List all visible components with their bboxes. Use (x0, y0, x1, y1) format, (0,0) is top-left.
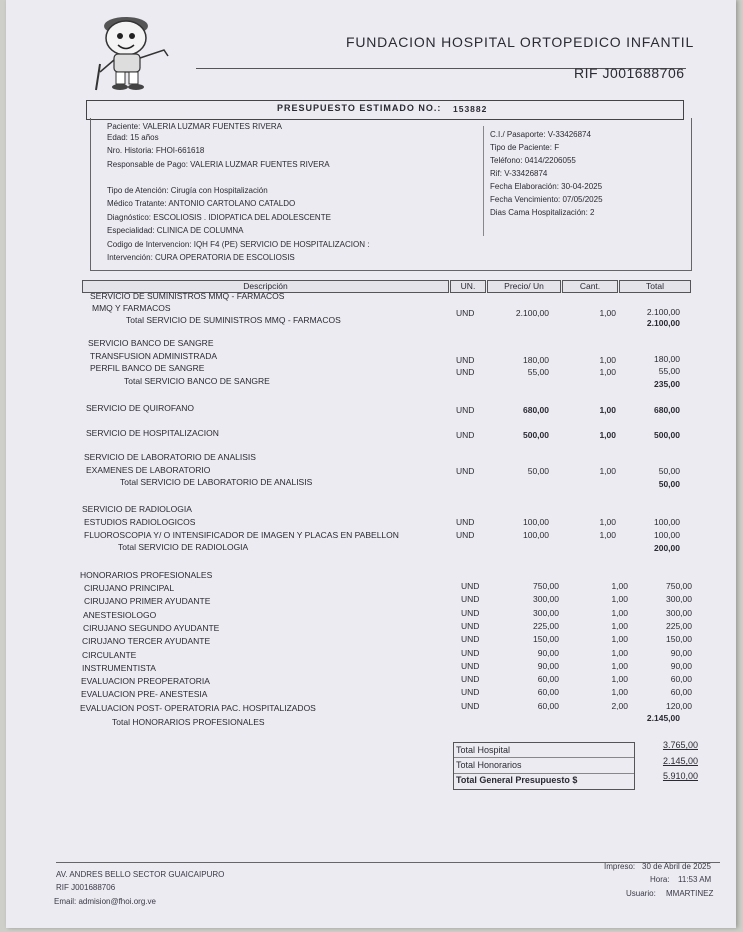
item-price: 60,00 (537, 701, 559, 711)
col-price: Precio/ Un (487, 280, 561, 293)
item-price: 180,00 (523, 355, 549, 365)
item-total: 500,00 (654, 430, 680, 440)
item-price: 60,00 (537, 674, 559, 684)
item-qty: 1,00 (599, 405, 616, 415)
item-price: 2.100,00 (515, 308, 549, 318)
item-description: PERFIL BANCO DE SANGRE (90, 363, 205, 373)
item-description: ANESTESIOLOGO (83, 610, 157, 620)
item-price: 300,00 (533, 594, 559, 604)
user-name: MMARTINEZ (666, 889, 714, 898)
item-price: 225,00 (533, 621, 559, 631)
item-description: FLUOROSCOPIA Y/ O INTENSIFICADOR DE IMAGEN Y PLACAS EN PABELLON (84, 530, 399, 540)
section-total: 2.145,00 (646, 713, 680, 723)
attention-type: Tipo de Atención: Cirugía con Hospitalización (107, 186, 268, 195)
patient-info-right-column (483, 126, 690, 236)
col-total: Total (619, 280, 691, 293)
item-qty: 1,00 (599, 367, 616, 377)
section-total: 50,00 (658, 479, 680, 489)
total-general-label: Total General Presupuesto $ (456, 775, 578, 785)
budget-title-box (86, 100, 684, 120)
item-price: 55,00 (527, 367, 549, 377)
print-time-label: Hora: (650, 875, 670, 884)
section-title: SERVICIO DE HOSPITALIZACION (86, 428, 219, 438)
total-honorarios-value: 2.145,00 (662, 756, 698, 766)
item-unit: UND (461, 581, 480, 591)
section-title: SERVICIO DE SUMINISTROS MMQ - FARMACOS (90, 291, 285, 301)
item-unit: UND (456, 430, 475, 440)
section-total-label: Total SERVICIO DE RADIOLOGIA (118, 542, 249, 552)
section-title: SERVICIO BANCO DE SANGRE (88, 338, 214, 348)
item-total: 680,00 (654, 405, 680, 415)
item-price: 300,00 (533, 608, 559, 618)
item-unit: UND (461, 634, 480, 644)
section-title: HONORARIOS PROFESIONALES (80, 570, 213, 580)
item-price: 100,00 (523, 517, 549, 527)
item-price: 90,00 (537, 661, 559, 671)
patient-age: Edad: 15 años (107, 133, 159, 142)
item-qty: 1,00 (611, 661, 628, 671)
item-price: 50,00 (527, 466, 549, 476)
item-total: 300,00 (666, 594, 692, 604)
intervention-code: Codigo de Intervencion: IQH F4 (PE) SERVICIO DE HOSPITALIZACION : (107, 240, 370, 249)
item-unit: UND (461, 648, 480, 658)
item-total: 225,00 (666, 621, 692, 631)
section-total-label: Total SERVICIO DE SUMINISTROS MMQ - FARMACOS (126, 315, 341, 325)
item-description: MMQ Y FARMACOS (92, 303, 171, 313)
section-title: SERVICIO DE QUIROFANO (86, 403, 195, 413)
item-price: 750,00 (533, 581, 559, 591)
total-honorarios-label: Total Honorarios (456, 760, 522, 770)
item-qty: 1,00 (611, 687, 628, 697)
item-qty: 1,00 (611, 581, 628, 591)
item-unit: UND (461, 608, 480, 618)
item-unit: UND (456, 530, 475, 540)
item-total: 2.100,00 (646, 307, 680, 317)
item-qty: 1,00 (599, 466, 616, 476)
printed-date: 30 de Abril de 2025 (642, 862, 711, 871)
item-total: 150,00 (666, 634, 692, 644)
item-description: TRANSFUSION ADMINISTRADA (90, 351, 218, 361)
section-total-label: Total SERVICIO DE LABORATORIO DE ANALISIS (120, 477, 313, 487)
item-total: 750,00 (666, 581, 692, 591)
item-description: ESTUDIOS RADIOLOGICOS (84, 517, 196, 527)
item-description: EVALUACION PREOPERATORIA (81, 676, 210, 686)
item-unit: UND (456, 367, 475, 377)
item-description: EVALUACION PRE- ANESTESIA (81, 689, 208, 699)
total-hospital-label: Total Hospital (456, 745, 511, 755)
item-qty: 1,00 (611, 648, 628, 658)
printed-label: Impreso: (604, 862, 636, 871)
item-price: 60,00 (537, 687, 559, 697)
col-unit: UN. (450, 280, 486, 293)
specialty: Especialidad: CLINICA DE COLUMNA (107, 226, 244, 235)
item-total: 100,00 (654, 530, 680, 540)
item-qty: 1,00 (599, 355, 616, 365)
item-total: 100,00 (654, 517, 680, 527)
hospital-logo-icon (86, 12, 186, 92)
intervention: Intervención: CURA OPERATORIA DE ESCOLIOSIS (107, 253, 295, 262)
total-hospital-value: 3.765,00 (662, 740, 698, 750)
item-total: 300,00 (666, 608, 692, 618)
item-unit: UND (456, 466, 475, 476)
patient-history: Nro. Historia: FHOI-661618 (107, 146, 205, 155)
item-qty: 1,00 (599, 430, 616, 440)
expiry-date: Fecha Vencimiento: 07/05/2025 (490, 195, 603, 204)
item-unit: UND (456, 355, 475, 365)
item-total: 180,00 (654, 354, 680, 364)
hospital-bed-days: Dias Cama Hospitalización: 2 (490, 208, 595, 217)
patient-name: Paciente: VALERIA LUZMAR FUENTES RIVERA (107, 122, 283, 131)
section-total: 2.100,00 (646, 318, 680, 328)
item-qty: 1,00 (611, 608, 628, 618)
treating-doctor: Médico Tratante: ANTONIO CARTOLANO CATALDO (107, 199, 296, 208)
col-description: Descripción (82, 280, 449, 293)
diagnosis: Diagnóstico: ESCOLIOSIS . IDIOPATICA DEL ADOLESCENTE (107, 213, 331, 222)
item-description: INSTRUMENTISTA (82, 663, 156, 673)
item-total: 90,00 (670, 648, 692, 658)
item-total: 60,00 (670, 687, 692, 697)
item-description: CIRUJANO PRIMER AYUDANTE (84, 596, 211, 606)
footer-address: AV. ANDRES BELLO SECTOR GUAICAIPURO (56, 870, 225, 879)
footer-rif: RIF J001688706 (56, 883, 116, 892)
patient-ci: C.I./ Pasaporte: V-33426874 (490, 130, 591, 139)
patient-type: Tipo de Paciente: F (490, 143, 560, 152)
table-header (82, 280, 694, 291)
item-total: 50,00 (658, 466, 680, 476)
patient-info-box (90, 118, 692, 271)
item-unit: UND (456, 405, 475, 415)
item-qty: 1,00 (599, 308, 616, 318)
item-price: 680,00 (523, 405, 549, 415)
total-general-value: 5.910,00 (662, 771, 698, 781)
item-unit: UND (461, 621, 480, 631)
totals-separator (454, 757, 634, 758)
section-total: 235,00 (654, 379, 680, 389)
issue-date: Fecha Elaboración: 30-04-2025 (490, 182, 603, 191)
item-qty: 1,00 (611, 621, 628, 631)
section-total-label: Total HONORARIOS PROFESIONALES (112, 717, 265, 727)
item-price: 90,00 (537, 648, 559, 658)
user-label: Usuario: (626, 889, 656, 898)
item-total: 55,00 (658, 366, 680, 376)
item-unit: UND (461, 674, 480, 684)
item-qty: 2,00 (611, 701, 628, 711)
section-total-label: Total SERVICIO BANCO DE SANGRE (124, 376, 270, 386)
item-description: CIRUJANO SEGUNDO AYUDANTE (83, 623, 220, 633)
col-qty: Cant. (562, 280, 618, 293)
payer: Responsable de Pago: VALERIA LUZMAR FUENTES RIVERA (107, 160, 330, 169)
footer-email: Email: admision@fhoi.org.ve (54, 897, 156, 906)
item-price: 100,00 (523, 530, 549, 540)
item-description: EVALUACION POST- OPERATORIA PAC. HOSPITALIZADOS (80, 703, 316, 713)
item-qty: 1,00 (611, 594, 628, 604)
item-price: 500,00 (523, 430, 549, 440)
item-unit: UND (461, 701, 480, 711)
totals-box (453, 742, 635, 790)
patient-phone: Teléfono: 0414/2206055 (490, 156, 576, 165)
item-total: 120,00 (666, 701, 692, 711)
item-total: 60,00 (670, 674, 692, 684)
item-unit: UND (456, 517, 475, 527)
item-description: CIRUJANO TERCER AYUDANTE (82, 636, 211, 646)
patient-rif: Rif: V-33426874 (490, 169, 548, 178)
budget-number: 153882 (453, 104, 488, 114)
item-qty: 1,00 (599, 530, 616, 540)
document-page (6, 0, 736, 928)
item-unit: UND (461, 687, 480, 697)
item-qty: 1,00 (611, 674, 628, 684)
item-unit: UND (456, 308, 475, 318)
item-price: 150,00 (533, 634, 559, 644)
section-total: 200,00 (654, 543, 680, 553)
item-description: CIRUJANO PRINCIPAL (84, 583, 175, 593)
item-unit: UND (461, 661, 480, 671)
print-time: 11:53 AM (678, 875, 712, 884)
item-description: CIRCULANTE (82, 650, 137, 660)
budget-title: PRESUPUESTO ESTIMADO NO.: (277, 103, 442, 113)
item-qty: 1,00 (611, 634, 628, 644)
item-description: EXAMENES DE LABORATORIO (86, 465, 211, 475)
section-title: SERVICIO DE RADIOLOGIA (82, 504, 192, 514)
organization-rif: RIF J001688706 (574, 65, 685, 81)
section-title: SERVICIO DE LABORATORIO DE ANALISIS (84, 452, 256, 462)
item-total: 90,00 (670, 661, 692, 671)
item-qty: 1,00 (599, 517, 616, 527)
organization-name: FUNDACION HOSPITAL ORTOPEDICO INFANTIL (346, 34, 695, 50)
item-unit: UND (461, 594, 480, 604)
totals-separator (454, 773, 634, 774)
